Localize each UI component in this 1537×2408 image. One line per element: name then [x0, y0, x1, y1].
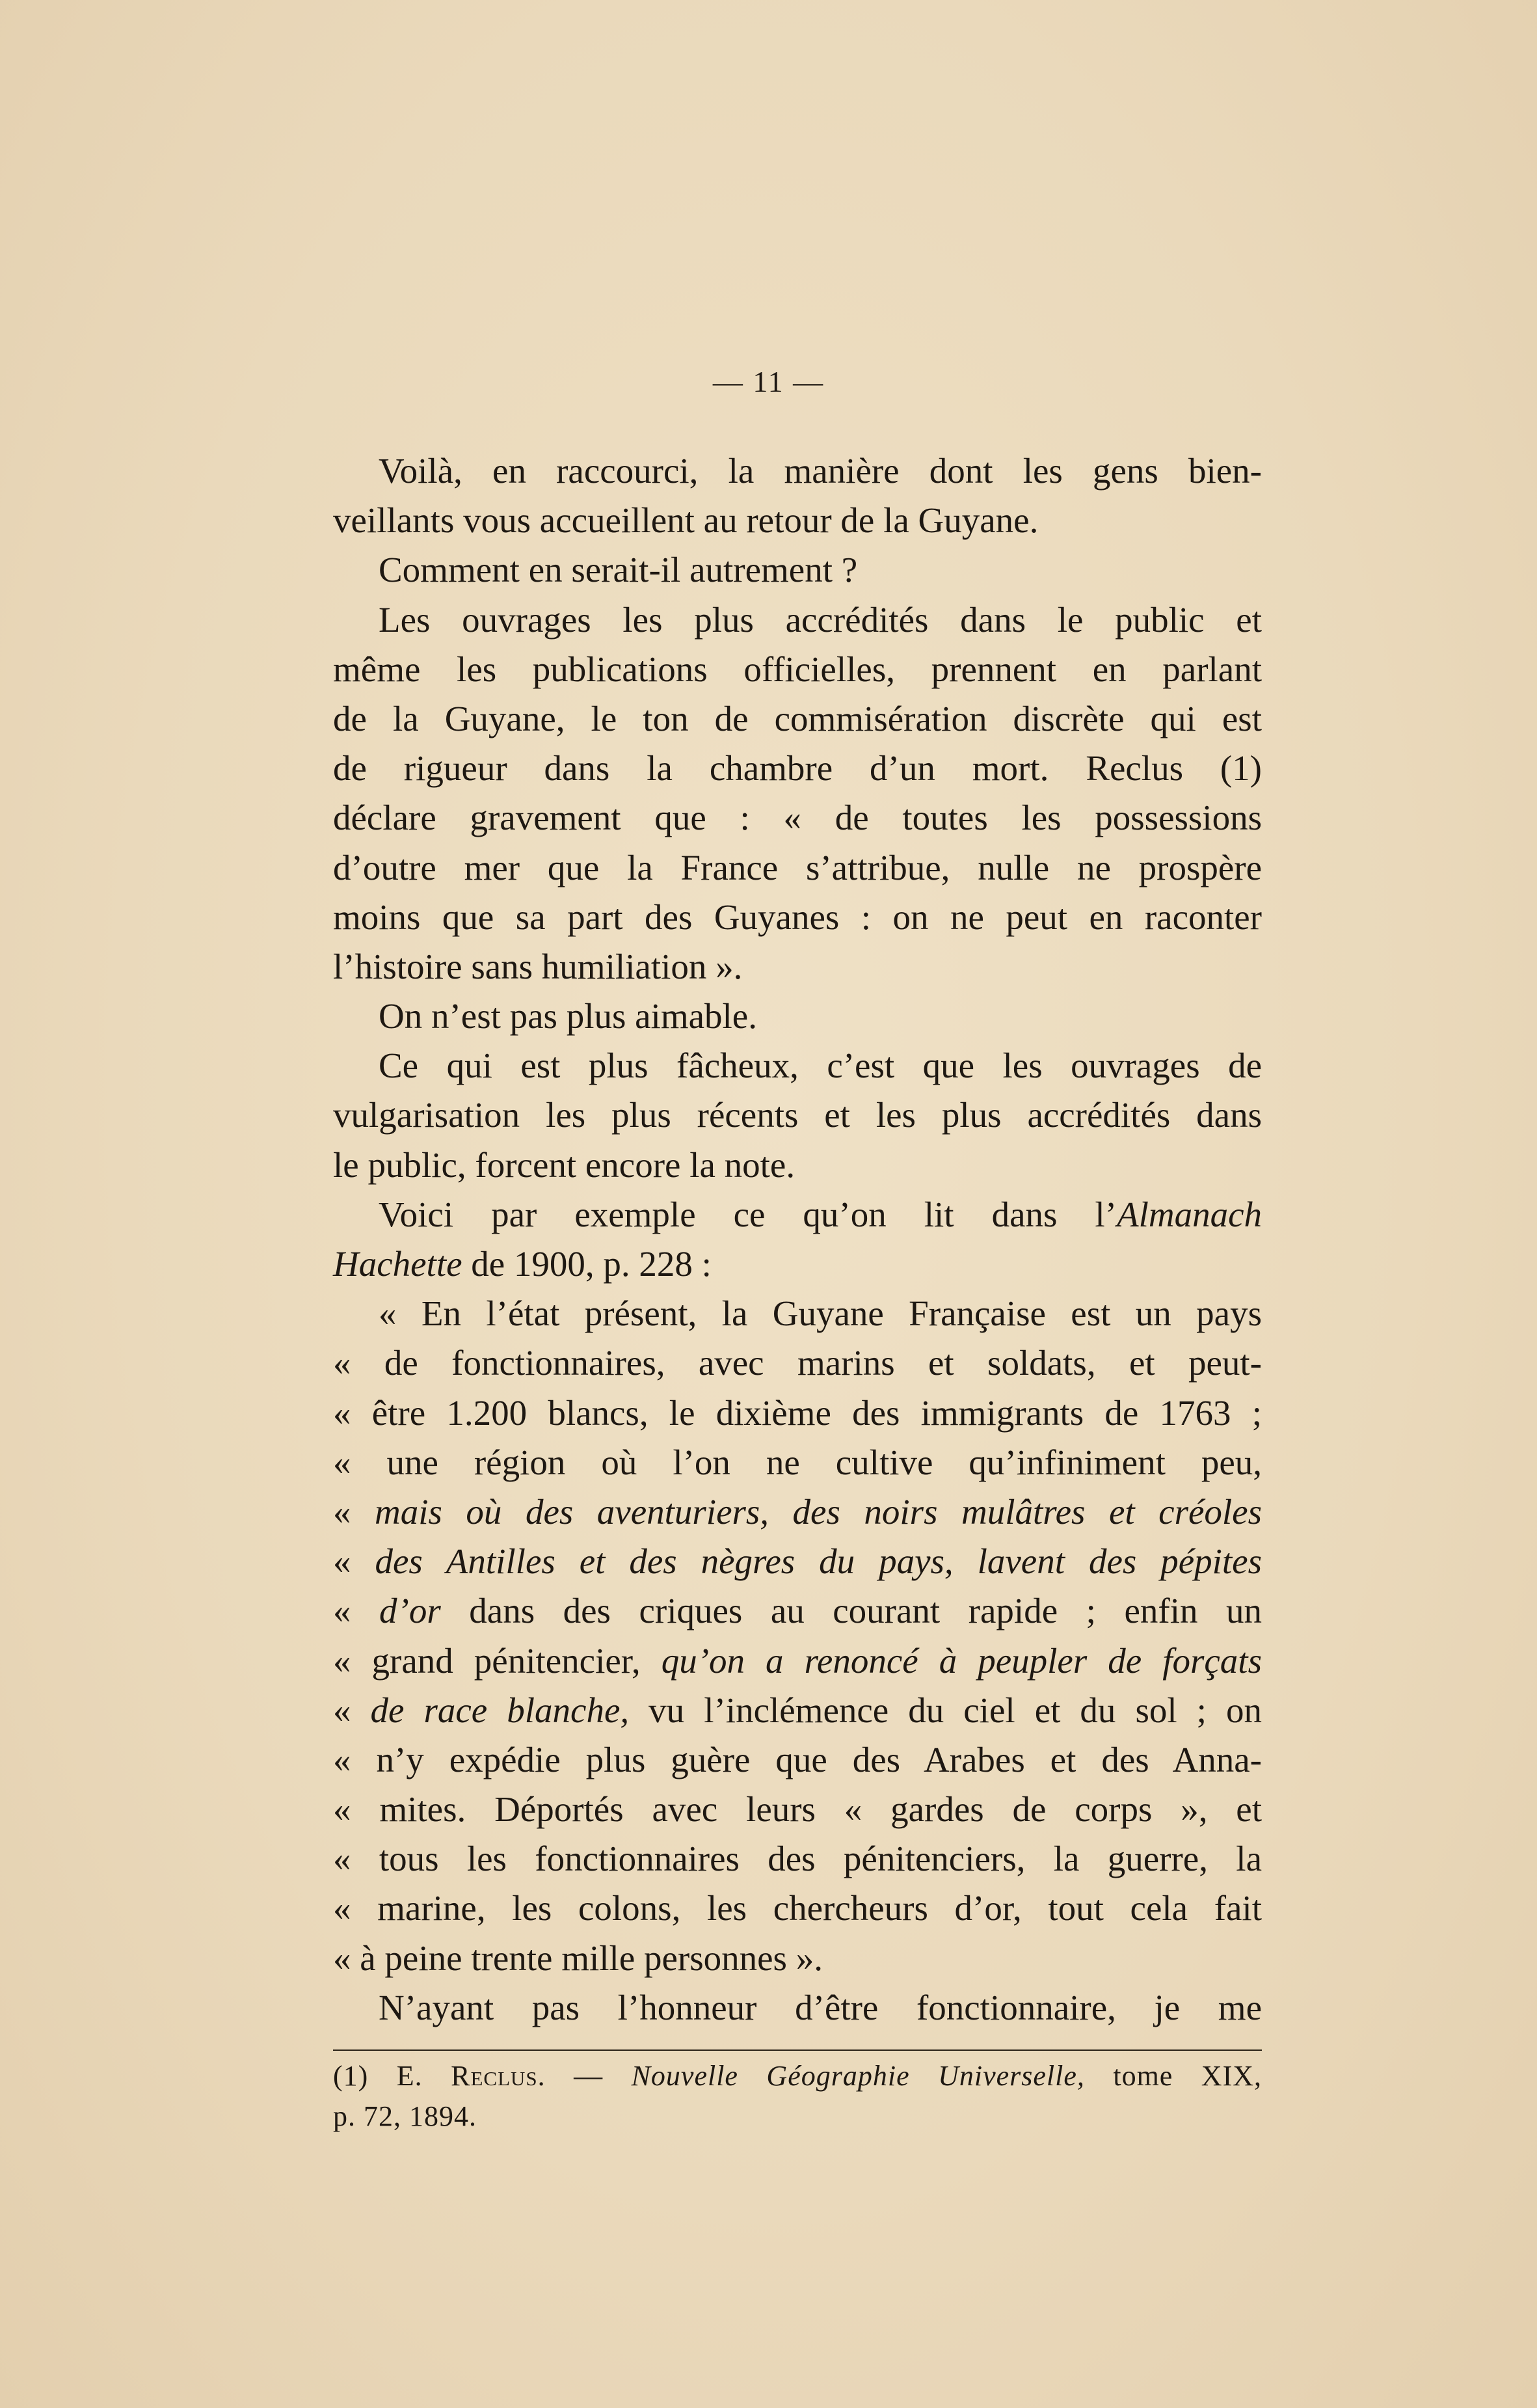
text-line: de la Guyane, le ton de commisération discrète qui est: [333, 698, 1262, 738]
text-line: même les publications officielles, prennent en parlant: [333, 649, 1262, 689]
footnote-line: [333, 2056, 1262, 2096]
italic-segment: de race blanche,: [370, 1690, 630, 1730]
italic-segment: mais où des aventuriers, des noirs mulâtres et créoles: [375, 1491, 1262, 1532]
italic-segment: des Antilles et des nègres du pays, lavent des pépites: [375, 1541, 1262, 1582]
quote-line: [333, 1636, 1262, 1686]
quote-mark: «: [333, 1690, 371, 1730]
text-segment: de 1900, p. 228 :: [462, 1244, 712, 1284]
text-line: [333, 1239, 1262, 1289]
text-segment: vu l’inclémence du ciel et du sol ; on: [629, 1690, 1263, 1730]
text-line: moins que sa part des Guyanes : on ne peut en raconter: [333, 897, 1262, 937]
quote-line: « à peine trente mille personnes ».: [333, 1938, 823, 1978]
footnote-line: p. 72, 1894.: [333, 2100, 477, 2132]
footnote-dash: . —: [537, 2060, 632, 2092]
text-line: d’outre mer que la France s’attribue, nulle ne prospère: [333, 847, 1262, 887]
footnote: [333, 2056, 1262, 2137]
quote-mark: «: [333, 1591, 380, 1631]
italic-segment: qu’on a renoncé à peupler de forçats: [661, 1640, 1262, 1681]
quote-line: [333, 1586, 1262, 1636]
quote-line: « tous les fonctionnaires des pénitenciers, la guerre, la: [333, 1839, 1262, 1879]
text-line: vulgarisation les plus récents et les plus accrédités dans: [333, 1095, 1262, 1135]
text-segment: dans des criques au courant rapide ; enfin un: [440, 1591, 1262, 1631]
text-line: Les ouvrages les plus accrédités dans le public et: [379, 599, 1262, 640]
text-line: N’ayant pas l’honneur d’être fonctionnaire, je me: [379, 1987, 1262, 2027]
page-number: — 11 —: [712, 365, 825, 398]
quote-line: [333, 1686, 1262, 1735]
text-line: le public, forcent encore la note.: [333, 1144, 795, 1185]
text-line: Comment en serait-il autrement ?: [379, 550, 858, 590]
italic-title: Hachette: [333, 1244, 462, 1284]
quote-line: « mites. Déportés avec leurs « gardes de corps », et: [333, 1789, 1262, 1830]
text-segment: Voici par exemple ce qu’on lit dans l’: [379, 1194, 1117, 1234]
quote-line: [333, 1487, 1262, 1537]
text-line: l’histoire sans humiliation ».: [333, 946, 743, 986]
text-line: déclare gravement que : « de toutes les possessions: [333, 798, 1262, 838]
footnote-author: Reclus: [451, 2060, 538, 2092]
quote-mark: «: [333, 1541, 375, 1582]
footnote-marker: (1) E.: [333, 2060, 451, 2092]
quote-line: [333, 1537, 1262, 1586]
text-line: de rigueur dans la chambre d’un mort. Reclus (1): [333, 748, 1262, 789]
text-line: On n’est pas plus aimable.: [379, 996, 757, 1036]
quote-line: « n’y expédie plus guère que des Arabes et des Anna-: [333, 1739, 1262, 1779]
text-line: veillants vous accueillent au retour de la Guyane.: [333, 500, 1039, 541]
footnote-title: Nouvelle Géographie Universelle,: [631, 2060, 1085, 2092]
quote-line: « En l’état présent, la Guyane Française est un pays: [379, 1293, 1262, 1334]
text-line: Voilà, en raccourci, la manière dont les gens bien-: [379, 451, 1262, 491]
text-line: Ce qui est plus fâcheux, c’est que les ouvrages de: [379, 1046, 1262, 1086]
footnote-rest: tome XIX,: [1084, 2060, 1262, 2092]
quote-line: « marine, les colons, les chercheurs d’or, tout cela fait: [333, 1888, 1262, 1928]
quote-mark: «: [333, 1491, 375, 1532]
text-segment: « grand pénitencier,: [333, 1640, 662, 1681]
quote-line: « une région où l’on ne cultive qu’infiniment peu,: [333, 1442, 1262, 1482]
footnote-rule: [333, 2050, 1262, 2051]
quote-line: « être 1.200 blancs, le dixième des immigrants de 1763 ;: [333, 1392, 1262, 1433]
quote-line: « de fonctionnaires, avec marins et soldats, et peut-: [333, 1343, 1262, 1383]
text-line: [333, 1190, 1262, 1239]
body-text: [333, 446, 1262, 2033]
italic-segment: d’or: [379, 1591, 441, 1631]
italic-title: Almanach: [1116, 1194, 1262, 1234]
